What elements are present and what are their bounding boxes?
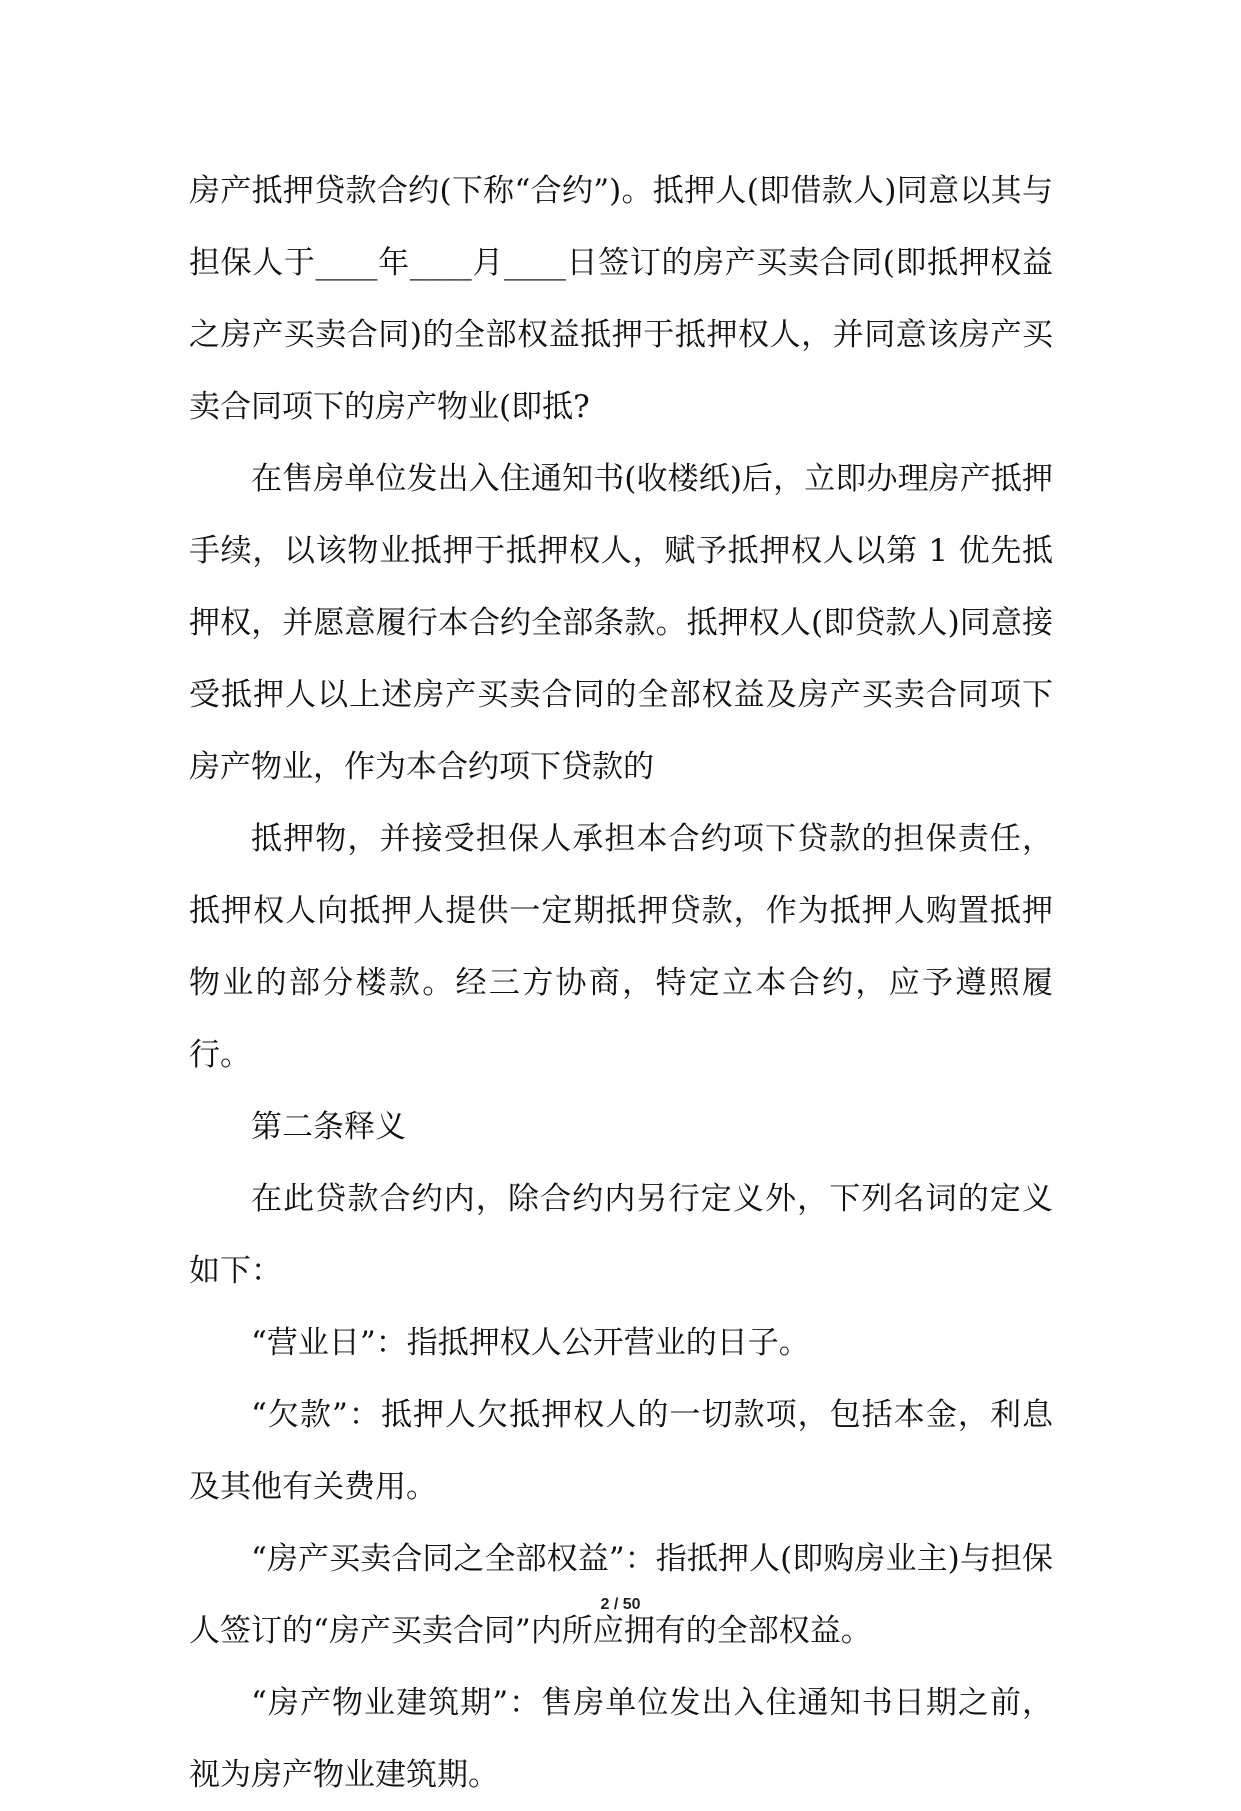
definition-contract-rights: “房产买卖合同之全部权益”：指抵押人(即购房业主)与担保人签订的“房产买卖合同”内所应拥有的全部权益。 [189,1541,1053,1649]
paragraph-3: 抵押物，并接受担保人承担本合约项下贷款的担保责任，抵押权人向抵押人提供一定期抵押贷款，作为抵押人购置抵押物业的部分楼款。经三方协商，特定立本合约，应予遵照履行。 [189,821,1053,1073]
page-number: 2 / 50 [600,1596,641,1613]
paragraph-2: 在售房单位发出入住通知书(收楼纸)后，立即办理房产抵押手续，以该物业抵押于抵押权人，赋予抵押权人以第 1 优先抵押权，并愿意履行本合约全部条款。抵押权人(即贷款人)同意接受抵押人以上述房产买卖合同的全部权益及房产买卖合同项下房产物业，作为本合约项下贷款的 [189,461,1053,785]
definition-construction-period: “房产物业建筑期”：售房单位发出入住通知书日期之前，视为房产物业建筑期。 [189,1685,1053,1793]
document-body [189,155,1053,1811]
definition-business-day: “营业日”：指抵押权人公开营业的日子。 [251,1325,810,1361]
paragraph-definitions-intro: 在此贷款合约内，除合约内另行定义外，下列名词的定义如下： [189,1181,1053,1289]
definition-arrears: “欠款”：抵押人欠抵押权人的一切款项，包括本金，利息及其他有关费用。 [189,1397,1053,1505]
section-heading-definitions: 第二条释义 [251,1109,406,1145]
paragraph-1: 房产抵押贷款合约(下称“合约”)。抵押人(即借款人)同意以其与担保人于____年____月____日签订的房产买卖合同(即抵押权益之房产买卖合同)的全部权益抵押于抵押权人，并同意该房产买卖合同项下的房产物业(即抵? [189,173,1053,425]
